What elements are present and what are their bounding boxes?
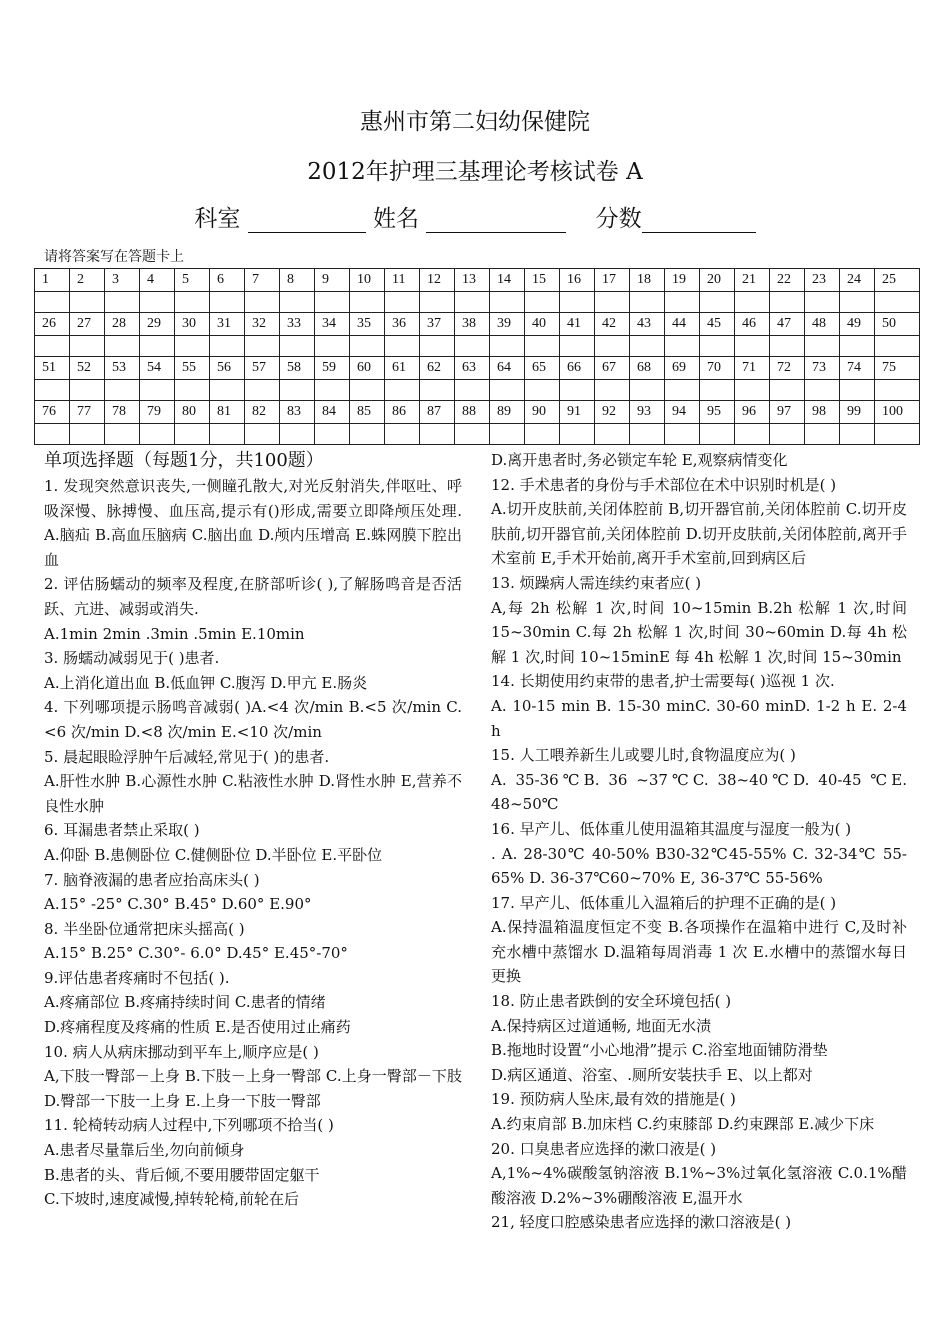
answer-cell[interactable] <box>315 292 350 313</box>
answer-cell[interactable] <box>735 336 770 357</box>
question-text: A. 10-15 min B. 15-30 minC. 30-60 minD. 1-2 h E. 2-4 h <box>491 696 907 740</box>
question-number-cell: 3 <box>105 269 140 292</box>
question-number-cell: 33 <box>280 313 315 336</box>
question-number-cell: 19 <box>665 269 700 292</box>
answer-cell[interactable] <box>105 424 140 445</box>
question-text: 2. 评估肠蠕动的频率及程度,在脐部听诊( ),了解肠鸣音是否活跃、亢进、减弱或消失. <box>44 575 462 618</box>
question-text: 5. 晨起眼睑浮肿午后减轻,常见于( )的患者. <box>44 747 330 766</box>
question-number-cell: 20 <box>700 269 735 292</box>
question-number-cell: 30 <box>175 313 210 336</box>
question-number-cell: 66 <box>560 357 595 380</box>
answer-cell[interactable] <box>245 336 280 357</box>
question-text: A.患者尽量靠后坐,勿向前倾身 <box>44 1141 245 1160</box>
question-number-cell: 34 <box>315 313 350 336</box>
question-number-cell: 71 <box>735 357 770 380</box>
question-number-cell: 47 <box>770 313 805 336</box>
answer-cell[interactable] <box>665 424 700 445</box>
question-text: 8. 半坐卧位通常把床头摇高( ) <box>44 919 245 938</box>
answer-cell[interactable] <box>455 380 490 401</box>
exam-info-line <box>0 200 950 233</box>
question-number-cell: 22 <box>770 269 805 292</box>
answer-cell[interactable] <box>525 424 560 445</box>
question-number-cell: 43 <box>630 313 665 336</box>
question-number-cell: 35 <box>350 313 385 336</box>
answer-cell[interactable] <box>490 336 525 357</box>
answer-cell[interactable] <box>35 292 70 313</box>
answer-cell[interactable] <box>70 292 105 313</box>
question-text: A.保持病区过道通畅, 地面无水渍 <box>491 1016 712 1035</box>
question-number-cell: 5 <box>175 269 210 292</box>
question-number-cell: 78 <box>105 401 140 424</box>
question-number-cell: 14 <box>490 269 525 292</box>
question-number-cell: 90 <box>525 401 560 424</box>
question-number-cell: 46 <box>735 313 770 336</box>
question-text: 20. 口臭患者应选择的漱口液是( ) <box>491 1139 717 1158</box>
question-text: A.15° -25° C.30° B.45° D.60° E.90° <box>44 895 312 914</box>
answer-cell[interactable] <box>105 336 140 357</box>
answer-cell[interactable] <box>770 424 805 445</box>
question-number-cell: 32 <box>245 313 280 336</box>
answer-cell[interactable] <box>70 380 105 401</box>
question-number-cell: 4 <box>140 269 175 292</box>
answer-cell[interactable] <box>630 292 665 313</box>
question-text: A,下肢一臀部－上身 B.下肢－上身一臀部 C.上身一臀部－下肢 D.臀部一下肢一上身 E.上身一下肢一臀部 <box>44 1067 462 1110</box>
answer-cell[interactable] <box>210 424 245 445</box>
question-text: A.1min 2min .3min .5min E.10min <box>44 624 305 643</box>
answer-cell[interactable] <box>140 292 175 313</box>
question-number-cell: 69 <box>665 357 700 380</box>
answer-cell[interactable] <box>245 292 280 313</box>
question-text: D.疼痛程度及疼痛的性质 E.是否使用过止痛药 <box>44 1018 351 1037</box>
answer-cell[interactable] <box>35 380 70 401</box>
answer-number-row <box>35 313 920 336</box>
question-number-cell: 28 <box>105 313 140 336</box>
answer-cell[interactable] <box>175 380 210 401</box>
question-number-cell: 88 <box>455 401 490 424</box>
answer-cell[interactable] <box>595 380 630 401</box>
score-label: 分数 <box>595 206 642 232</box>
question-number-cell: 16 <box>560 269 595 292</box>
question-number-cell: 23 <box>805 269 840 292</box>
question-number-cell: 12 <box>420 269 455 292</box>
answer-cell[interactable] <box>840 424 875 445</box>
question-number-cell: 70 <box>700 357 735 380</box>
answer-cell[interactable] <box>630 380 665 401</box>
answer-cell[interactable] <box>35 336 70 357</box>
name-label: 姓名 <box>373 206 420 232</box>
answer-cell[interactable] <box>630 424 665 445</box>
answer-cell[interactable] <box>770 336 805 357</box>
answer-cell[interactable] <box>140 424 175 445</box>
answer-cell[interactable] <box>875 336 920 357</box>
question-number-cell: 44 <box>665 313 700 336</box>
question-text: A.仰卧 B.患侧卧位 C.健侧卧位 D.半卧位 E.平卧位 <box>44 845 383 864</box>
question-number-cell: 74 <box>840 357 875 380</box>
score-blank <box>642 232 756 233</box>
answer-cell[interactable] <box>560 336 595 357</box>
answer-cell[interactable] <box>665 292 700 313</box>
question-number-cell: 77 <box>70 401 105 424</box>
question-number-cell: 62 <box>420 357 455 380</box>
question-number-cell: 64 <box>490 357 525 380</box>
answer-cell[interactable] <box>875 292 920 313</box>
question-number-cell: 27 <box>70 313 105 336</box>
answer-cell[interactable] <box>315 380 350 401</box>
answer-cell[interactable] <box>175 336 210 357</box>
question-number-cell: 52 <box>70 357 105 380</box>
question-number-cell: 54 <box>140 357 175 380</box>
question-number-cell: 39 <box>490 313 525 336</box>
answer-cell[interactable] <box>350 424 385 445</box>
question-number-cell: 84 <box>315 401 350 424</box>
answer-cell[interactable] <box>805 424 840 445</box>
answer-cell[interactable] <box>700 292 735 313</box>
answer-cell[interactable] <box>350 380 385 401</box>
answer-cell[interactable] <box>805 336 840 357</box>
answer-cell[interactable] <box>210 336 245 357</box>
question-number-cell: 37 <box>420 313 455 336</box>
question-text: A,1%~4%碳酸氢钠溶液 B.1%~3%过氧化氢溶液 C.0.1%醋酸溶液 D.2%~3%硼酸溶液 E,温开水 <box>491 1164 907 1207</box>
answer-blank-row <box>35 424 920 445</box>
answer-cell[interactable] <box>840 292 875 313</box>
question-number-cell: 96 <box>735 401 770 424</box>
question-number-cell: 8 <box>280 269 315 292</box>
question-text: 6. 耳漏患者禁止采取( ) <box>44 821 200 840</box>
answer-cell[interactable] <box>770 380 805 401</box>
question-number-cell: 86 <box>385 401 420 424</box>
question-text: 19. 预防病人坠床,最有效的措施是( ) <box>491 1090 736 1109</box>
left-column <box>44 448 462 1212</box>
answer-cell[interactable] <box>385 336 420 357</box>
question-text: A.保持温箱温度恒定不变 B.各项操作在温箱中进行 C,及时补充水槽中蒸馏水 D.温箱每周消毒 1 次 E.水槽中的蒸馏水每日更换 <box>491 918 907 986</box>
question-text: B.拖地时设置“小心地滑”提示 C.浴室地面铺防滑垫 <box>491 1041 828 1060</box>
answer-cell[interactable] <box>315 336 350 357</box>
question-number-cell: 50 <box>875 313 920 336</box>
answer-cell[interactable] <box>770 292 805 313</box>
answer-cell[interactable] <box>210 380 245 401</box>
question-number-cell: 89 <box>490 401 525 424</box>
answer-cell[interactable] <box>420 336 455 357</box>
answer-cell[interactable] <box>175 292 210 313</box>
question-number-cell: 48 <box>805 313 840 336</box>
answer-blank-row <box>35 292 920 313</box>
question-number-cell: 87 <box>420 401 455 424</box>
question-number-cell: 29 <box>140 313 175 336</box>
question-number-cell: 51 <box>35 357 70 380</box>
answer-grid <box>34 268 920 445</box>
answer-cell[interactable] <box>525 380 560 401</box>
answer-cell[interactable] <box>105 380 140 401</box>
question-number-cell: 15 <box>525 269 560 292</box>
question-number-cell: 81 <box>210 401 245 424</box>
answer-cell[interactable] <box>280 336 315 357</box>
question-number-cell: 65 <box>525 357 560 380</box>
question-text: A.疼痛部位 B.疼痛持续时间 C.患者的情绪 <box>44 993 326 1012</box>
question-text: A.15° B.25° C.30°- 6.0° D.45° E.45°-70° <box>44 944 348 963</box>
question-number-cell: 36 <box>385 313 420 336</box>
question-number-cell: 68 <box>630 357 665 380</box>
question-number-cell: 7 <box>245 269 280 292</box>
question-number-cell: 59 <box>315 357 350 380</box>
question-number-cell: 93 <box>630 401 665 424</box>
right-column <box>491 448 907 1235</box>
question-text: 7. 脑脊液漏的患者应抬高床头( ) <box>44 870 260 889</box>
question-number-cell: 42 <box>595 313 630 336</box>
question-number-cell: 83 <box>280 401 315 424</box>
question-number-cell: 24 <box>840 269 875 292</box>
answer-cell[interactable] <box>595 336 630 357</box>
answer-cell[interactable] <box>70 336 105 357</box>
answer-cell[interactable] <box>595 292 630 313</box>
answer-cell[interactable] <box>595 424 630 445</box>
answer-cell[interactable] <box>805 292 840 313</box>
question-text: A.切开皮肤前,关闭体腔前 B,切开器官前,关闭体腔前 C.切开皮肤前,切开器官前,关闭体腔前 D.切开皮肤前,关闭体腔前,离开手术室前 E,手术开始前,离开手术室前,回到病区后 <box>491 500 907 568</box>
question-number-cell: 18 <box>630 269 665 292</box>
answer-cell[interactable] <box>735 292 770 313</box>
question-number-cell: 80 <box>175 401 210 424</box>
answer-cell[interactable] <box>280 424 315 445</box>
question-number-cell: 55 <box>175 357 210 380</box>
answer-cell[interactable] <box>315 424 350 445</box>
answer-cell[interactable] <box>665 380 700 401</box>
question-number-cell: 79 <box>140 401 175 424</box>
answer-cell[interactable] <box>665 336 700 357</box>
question-number-cell: 82 <box>245 401 280 424</box>
question-number-cell: 11 <box>385 269 420 292</box>
answer-cell[interactable] <box>420 380 455 401</box>
answer-cell[interactable] <box>105 292 140 313</box>
answer-cell[interactable] <box>700 380 735 401</box>
question-number-cell: 94 <box>665 401 700 424</box>
question-number-cell: 91 <box>560 401 595 424</box>
answer-cell[interactable] <box>385 424 420 445</box>
question-number-cell: 25 <box>875 269 920 292</box>
question-number-cell: 92 <box>595 401 630 424</box>
answer-blank-row <box>35 380 920 401</box>
question-text: A.肝性水肿 B.心源性水肿 C.粘液性水肿 D.肾性水肿 E,营养不良性水肿 <box>44 772 462 815</box>
answer-cell[interactable] <box>385 292 420 313</box>
question-text: 16. 早产儿、低体重儿使用温箱其温度与湿度一般为( ) <box>491 819 852 838</box>
question-text: 9.评估患者疼痛时不包括( ). <box>44 968 230 987</box>
answer-cell[interactable] <box>560 292 595 313</box>
answer-number-row <box>35 357 920 380</box>
dept-blank <box>248 232 366 233</box>
question-number-cell: 63 <box>455 357 490 380</box>
answer-cell[interactable] <box>350 292 385 313</box>
question-number-cell: 1 <box>35 269 70 292</box>
question-number-cell: 98 <box>805 401 840 424</box>
question-number-cell: 10 <box>350 269 385 292</box>
answer-blank-row <box>35 336 920 357</box>
answer-cell[interactable] <box>140 380 175 401</box>
answer-cell[interactable] <box>140 336 175 357</box>
question-text: A,每 2h 松解 1 次,时间 10~15min B.2h 松解 1 次,时间 15~30min C.每 2h 松解 1 次,时间 30~60min D.每 4h 松解 1 次,时间 10~15minE 每 4h 松解 1 次,时间 15~30min <box>491 598 907 666</box>
question-number-cell: 13 <box>455 269 490 292</box>
question-text: 18. 防止患者跌倒的安全环境包括( ) <box>491 992 732 1011</box>
answer-cell[interactable] <box>280 380 315 401</box>
question-text: 12. 手术患者的身份与手术部位在术中识别时机是( ) <box>491 475 837 494</box>
question-number-cell: 67 <box>595 357 630 380</box>
question-text: . A. 28-30℃ 40-50% B30-32℃45-55% C. 32-34℃ 55-65% D. 36-37℃60~70% E, 36-37℃ 55-56% <box>491 844 907 888</box>
exam-title: 2012年护理三基理论考核试卷 A <box>307 159 643 185</box>
answer-cell[interactable] <box>840 380 875 401</box>
answer-cell[interactable] <box>245 424 280 445</box>
question-number-cell: 100 <box>875 401 920 424</box>
question-number-cell: 21 <box>735 269 770 292</box>
question-number-cell: 53 <box>105 357 140 380</box>
question-number-cell: 45 <box>700 313 735 336</box>
answer-cell[interactable] <box>700 424 735 445</box>
question-number-cell: 41 <box>560 313 595 336</box>
question-text: 13. 烦躁病人需连续约束者应( ) <box>491 573 702 592</box>
question-number-cell: 6 <box>210 269 245 292</box>
section-heading: 单项选择题（每题1分，共100题） <box>44 450 324 471</box>
answer-cell[interactable] <box>245 380 280 401</box>
answer-cell[interactable] <box>525 336 560 357</box>
question-number-cell: 49 <box>840 313 875 336</box>
question-number-cell: 9 <box>315 269 350 292</box>
answer-cell[interactable] <box>70 424 105 445</box>
answer-cell[interactable] <box>420 292 455 313</box>
answer-cell[interactable] <box>490 380 525 401</box>
question-text: C.下坡时,速度减慢,掉转轮椅,前轮在后 <box>44 1190 300 1209</box>
question-text: 11. 轮椅转动病人过程中,下列哪项不拾当( ) <box>44 1116 334 1135</box>
question-number-cell: 2 <box>70 269 105 292</box>
question-number-cell: 40 <box>525 313 560 336</box>
answer-cell[interactable] <box>350 336 385 357</box>
question-text: 14. 长期使用约束带的患者,护士需要每( )巡视 1 次. <box>491 672 835 691</box>
hospital-name: 惠州市第二妇幼保健院 <box>360 109 590 135</box>
answer-cell[interactable] <box>210 292 245 313</box>
answer-cell[interactable] <box>455 292 490 313</box>
answer-cell[interactable] <box>735 424 770 445</box>
question-text: A.上消化道出血 B.低血钾 C.腹泻 D.甲亢 E.肠炎 <box>44 673 368 692</box>
question-text: 1. 发现突然意识丧失,一侧瞳孔散大,对光反射消失,伴呕吐、呼吸深慢、脉搏慢、血压高,提示有()形成,需要立即降颅压处理. A.脑疝 B.高血压脑病 C.脑出血 D.颅内压增高 E.蛛网膜下腔出血 <box>44 477 462 569</box>
question-text: D.病区通道、浴室、.厕所安装扶手 E、以上都对 <box>491 1065 813 1084</box>
question-text: 17. 早产儿、低体重儿入温箱后的护理不正确的是( ) <box>491 893 837 912</box>
question-text: 21, 轻度口腔感染患者应选择的漱口溶液是( ) <box>491 1213 792 1232</box>
answer-number-row <box>35 401 920 424</box>
answer-cell[interactable] <box>840 336 875 357</box>
answer-cell[interactable] <box>875 380 920 401</box>
question-number-cell: 60 <box>350 357 385 380</box>
question-number-cell: 57 <box>245 357 280 380</box>
question-number-cell: 76 <box>35 401 70 424</box>
answer-cell[interactable] <box>735 380 770 401</box>
dept-label: 科室 <box>194 206 241 232</box>
question-text: 15. 人工喂养新生儿或婴儿时,食物温度应为( ) <box>491 746 796 765</box>
question-text: A.约束肩部 B.加床档 C.约束膝部 D.约束踝部 E.减少下床 <box>491 1115 875 1134</box>
answer-cell[interactable] <box>560 380 595 401</box>
question-number-cell: 61 <box>385 357 420 380</box>
question-text: 3. 肠蠕动减弱见于( )患者. <box>44 649 220 668</box>
question-number-cell: 72 <box>770 357 805 380</box>
question-number-cell: 31 <box>210 313 245 336</box>
answer-cell[interactable] <box>455 336 490 357</box>
question-number-cell: 75 <box>875 357 920 380</box>
question-number-cell: 38 <box>455 313 490 336</box>
answer-cell[interactable] <box>630 336 665 357</box>
question-number-cell: 95 <box>700 401 735 424</box>
question-text: 4. 下列哪项提示肠鸣音减弱( )A.<4 次/min B.<5 次/min C.<6 次/min D.<8 次/min E.<10 次/min <box>44 698 462 741</box>
answer-cell[interactable] <box>805 380 840 401</box>
question-number-cell: 99 <box>840 401 875 424</box>
answer-cell[interactable] <box>385 380 420 401</box>
question-number-cell: 73 <box>805 357 840 380</box>
answer-cell[interactable] <box>280 292 315 313</box>
question-number-cell: 58 <box>280 357 315 380</box>
answer-cell[interactable] <box>455 424 490 445</box>
question-number-cell: 56 <box>210 357 245 380</box>
answer-cell[interactable] <box>560 424 595 445</box>
question-text: B.患者的头、背后倾,不要用腰带固定躯干 <box>44 1165 320 1184</box>
question-text: A. 35-36℃B. 36 ~37℃C. 38~40℃D. 40-45 ℃E. 48~50℃ <box>491 770 907 814</box>
answer-cell[interactable] <box>490 292 525 313</box>
answer-cell[interactable] <box>35 424 70 445</box>
question-text: D.离开患者时,务必锁定车轮 E,观察病情变化 <box>491 451 788 469</box>
answer-cell[interactable] <box>525 292 560 313</box>
answer-cell[interactable] <box>490 424 525 445</box>
question-number-cell: 85 <box>350 401 385 424</box>
name-blank <box>426 232 566 233</box>
question-number-cell: 26 <box>35 313 70 336</box>
question-number-cell: 17 <box>595 269 630 292</box>
question-number-cell: 97 <box>770 401 805 424</box>
answer-cell[interactable] <box>700 336 735 357</box>
answer-cell[interactable] <box>175 424 210 445</box>
answer-cell[interactable] <box>875 424 920 445</box>
answer-note: 请将答案写在答题卡上 <box>44 249 184 265</box>
answer-number-row <box>35 269 920 292</box>
answer-cell[interactable] <box>420 424 455 445</box>
question-text: 10. 病人从病床挪动到平车上,顺序应是( ) <box>44 1042 319 1061</box>
